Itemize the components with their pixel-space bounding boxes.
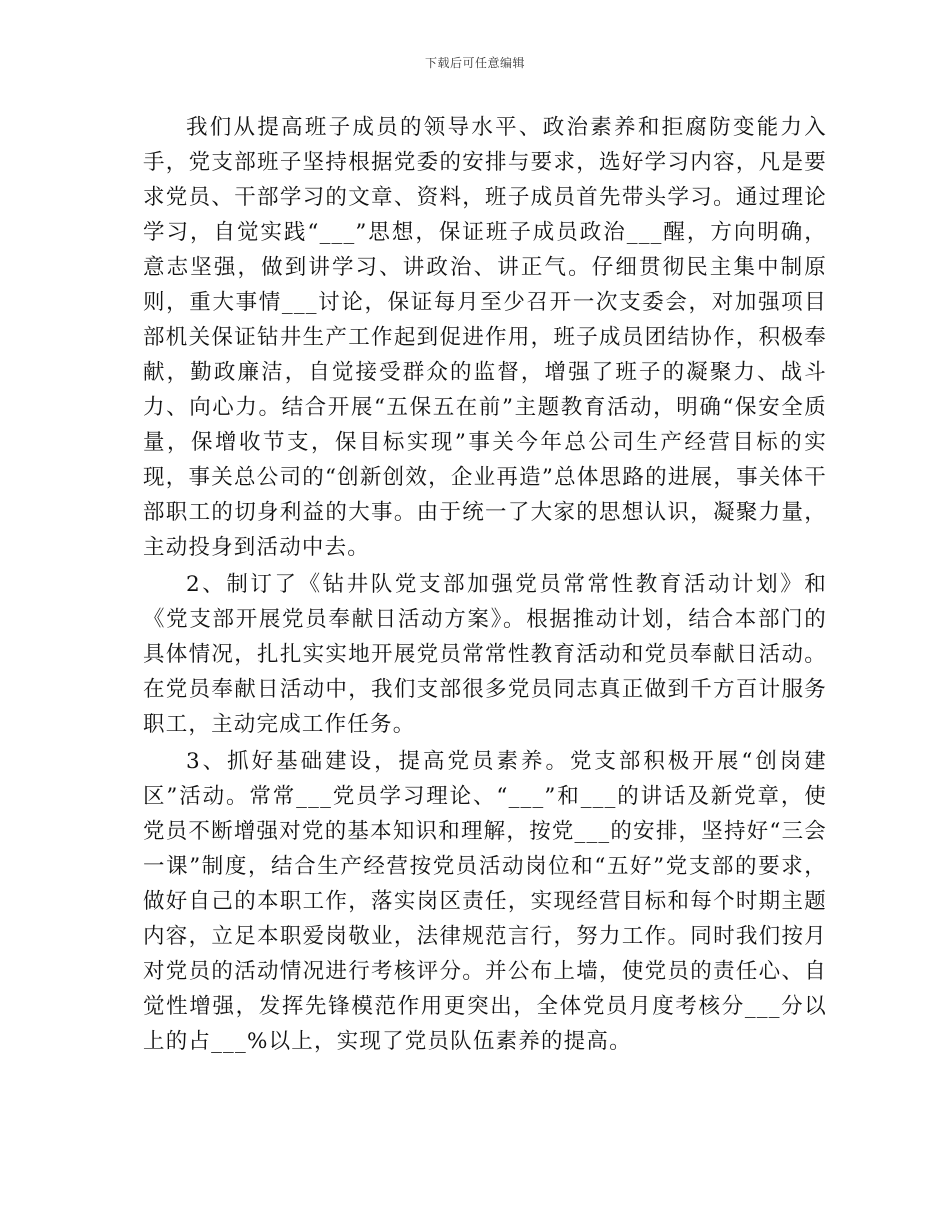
document-body	[143, 110, 827, 1059]
paragraph-education-plan: 2、制订了《钻井队党支部加强党员常常性教育活动计划》和《党支部开展党员奉献日活动方案》。根据推动计划，结合本部门的具体情况，扎扎实实地开展党员常常性教育活动和党员奉献日活动。在党员奉献日活动中，我们支部很多党员同志真正做到千方百计服务职工，主动完成工作任务。	[143, 572, 827, 737]
page-header: 下载后可任意编辑	[424, 56, 525, 70]
paragraph-leadership-study: 我们从提高班子成员的领导水平、政治素养和拒腐防变能力入手，党支部班子坚持根据党委的安排与要求，选好学习内容，凡是要求党员、干部学习的文章、资料，班子成员首先带头学习。通过理论学习，自觉实践“___”思想，保证班子成员政治___醒，方向明确，意志坚强，做到讲学习、讲政治、讲正气。仔细贯彻民主集中制原则，重大事情___讨论，保证每月至少召开一次支委会，对加强项目部机关保证钻井生产工作起到促进作用，班子成员团结协作，积极奉献，勤政廉洁，自觉接受群众的监督，增强了班子的凝聚力、战斗力、向心力。结合开展“五保五在前”主题教育活动，明确“保安全质量，保增收节支，保目标实现”事关今年总公司生产经营目标的实现，事关总公司的“创新创效，企业再造”总体思路的进展，事关体干部职工的切身利益的大事。由于统一了大家的思想认识，凝聚力量，主动投身到活动中去。	[143, 115, 827, 560]
paragraph-basic-construction: 3、抓好基础建设，提高党员素养。党支部积极开展“创岗建区”活动。常常___党员学习理论、“___”和___的讲话及新党章，使党员不断增强对党的基本知识和理解，按党___的安排，坚持好“三会一课”制度，结合生产经营按党员活动岗位和“五好”党支部的要求，做好自己的本职工作，落实岗区责任，实现经营目标和每个时期主题内容，立足本职爱岗敬业，法律规范言行，努力工作。同时我们按月对党员的活动情况进行考核评分。并公布上墙，使党员的责任心、自觉性增强，发挥先锋模范作用更突出，全体党员月度考核分___分以上的占___%以上，实现了党员队伍素养的提高。	[143, 749, 827, 1054]
